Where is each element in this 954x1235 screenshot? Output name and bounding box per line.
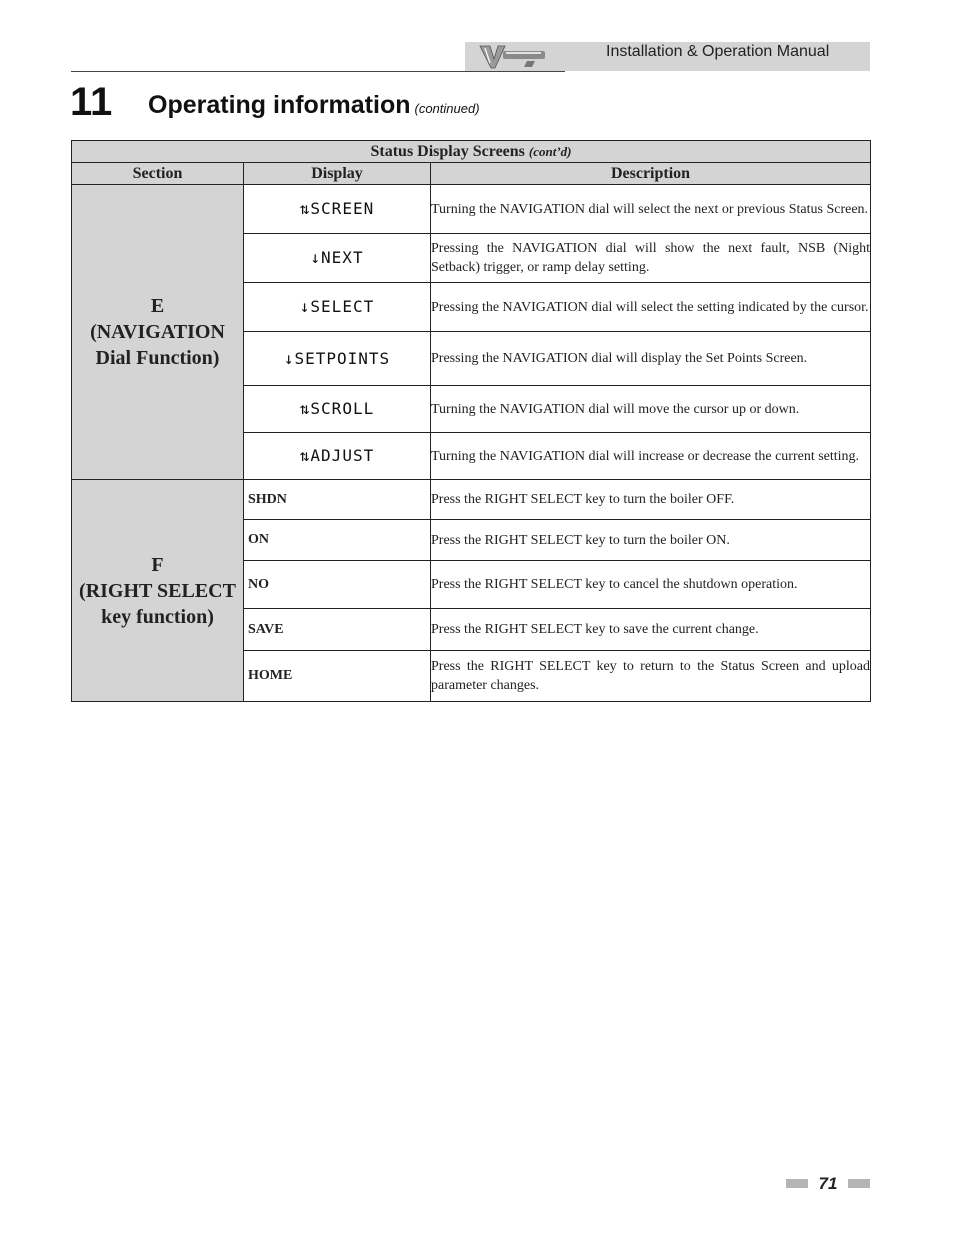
lcd-display-text: ↓NEXT [310, 248, 364, 267]
status-display-table [71, 140, 871, 702]
column-header-description: Description [431, 163, 871, 185]
chapter-title [148, 89, 480, 125]
lcd-display-text: ⇅ADJUST [299, 446, 375, 465]
section-cell-e [72, 185, 244, 480]
section-letter: F [151, 553, 164, 576]
display-cell: SHDN [244, 480, 431, 520]
column-header-section: Section [72, 163, 244, 185]
header-rule [71, 71, 565, 72]
display-cell [244, 234, 431, 283]
display-cell: NO [244, 561, 431, 609]
display-cell [244, 283, 431, 332]
header-bar [465, 42, 870, 71]
footer-bar-left [786, 1179, 808, 1188]
manual-title: Installation & Operation Manual [606, 43, 830, 60]
footer-bar-right [848, 1179, 870, 1188]
section-letter: E [150, 295, 165, 317]
display-cell [244, 332, 431, 386]
description-cell: Pressing the NAVIGATION dial will show the next fault, NSB (Night Setback) trigger, or ramp delay setting. [431, 234, 871, 283]
knight-xl-logo [477, 43, 549, 70]
lcd-display-text: ⇅SCREEN [299, 199, 375, 218]
display-cell [244, 433, 431, 480]
page-number: 71 [818, 1174, 838, 1193]
description-cell: Press the RIGHT SELECT key to cancel the shutdown operation. [431, 561, 871, 609]
section-cell-f [72, 480, 244, 702]
lcd-display-text: ⇅SCROLL [299, 399, 375, 418]
caption-text: Status Display Screens [370, 142, 525, 160]
display-cell [244, 386, 431, 433]
caption-suffix: (cont’d) [528, 143, 572, 159]
table-caption [72, 141, 871, 163]
section-line: (RIGHT SELECT [79, 579, 236, 602]
lcd-display-text: ↓SELECT [299, 297, 375, 316]
chapter-number: 11 [70, 80, 113, 124]
section-line: key function) [101, 605, 214, 628]
table-row [72, 480, 871, 520]
description-cell: Press the RIGHT SELECT key to save the current change. [431, 609, 871, 651]
display-cell [244, 185, 431, 234]
continued-note: (continued) [414, 101, 480, 116]
description-cell: Press the RIGHT SELECT key to return to the Status Screen and upload parameter changes. [431, 651, 871, 702]
chapter-title-text: Operating information [148, 91, 411, 119]
lcd-display-text: ↓SETPOINTS [283, 348, 391, 368]
description-cell: Press the RIGHT SELECT key to turn the boiler ON. [431, 520, 871, 561]
section-line: (NAVIGATION [90, 321, 225, 343]
description-cell: Pressing the NAVIGATION dial will display the Set Points Screen. [431, 332, 871, 386]
page-footer [786, 1174, 870, 1197]
display-cell: HOME [244, 651, 431, 702]
description-cell: Press the RIGHT SELECT key to turn the boiler OFF. [431, 480, 871, 520]
description-cell: Pressing the NAVIGATION dial will select the setting indicated by the cursor. [431, 283, 871, 332]
description-cell: Turning the NAVIGATION dial will move the cursor up or down. [431, 386, 871, 433]
column-header-display: Display [244, 163, 431, 185]
description-cell: Turning the NAVIGATION dial will increase or decrease the current setting. [431, 433, 871, 480]
display-cell: SAVE [244, 609, 431, 651]
display-cell: ON [244, 520, 431, 561]
section-line: Dial Function) [95, 347, 220, 369]
description-cell: Turning the NAVIGATION dial will select the next or previous Status Screen. [431, 185, 871, 234]
table-row [72, 185, 871, 234]
